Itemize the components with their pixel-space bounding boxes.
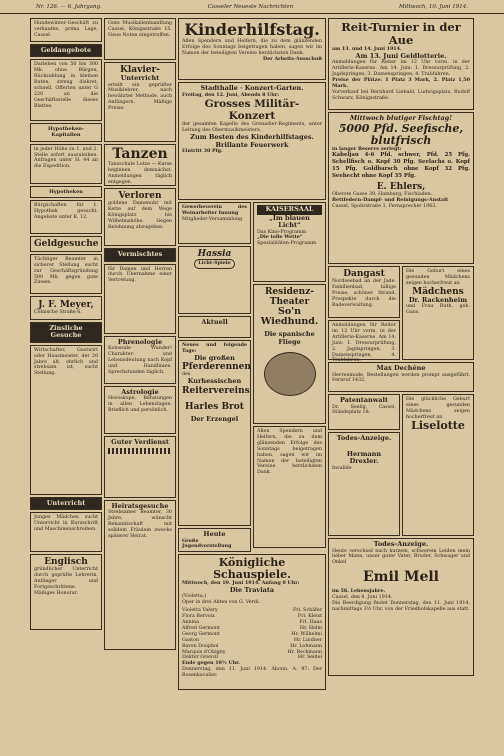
- subcolumn-right: [402, 266, 474, 362]
- cast-actor: Hr. Lohmann: [290, 643, 322, 649]
- section-heading: Hypotheken-Kapitalien: [30, 123, 102, 141]
- cast-actor: Frl. Schäfer: [292, 608, 322, 614]
- kaisersaal-bet: „Die tolle Wette“: [257, 234, 303, 241]
- feather-cleaning: Bettfedern-Dampf- und Reinigungs-Anstalt: [332, 197, 449, 204]
- lost-text: goldene Damenuhr mit Kette auf dem Wege Königsplatz bis Wilhelmshöhe. Gegen Belohnung abzugeben.: [108, 201, 172, 230]
- classified-ad: für Damen und Herren durch Übernahme einer Vertretung.: [104, 264, 176, 334]
- firm-address: Cölnische Straße 6.: [34, 309, 82, 315]
- earnings-heading: Guter Verdienst: [111, 437, 169, 446]
- aktuell-banner: [178, 316, 251, 338]
- divider: [108, 448, 172, 454]
- column-1: [30, 18, 102, 748]
- hassia-name: Hassia: [197, 249, 232, 259]
- royal-theatre-date: Mittwoch, den 10. Juni 1914. Anfang 8 Uhr:: [182, 580, 300, 586]
- cast-role: Georg Germont: [182, 631, 220, 637]
- section-heading: Hypotheken: [30, 186, 102, 198]
- column-2: [104, 18, 176, 748]
- dangast-heading: Dangast: [343, 269, 385, 279]
- race-heading-4: Kurhessischen: [187, 377, 242, 386]
- concert-title: Grosses Militär-Konzert: [204, 98, 300, 123]
- cast-role: Gaston: [182, 637, 200, 643]
- today-heading: Heute: [203, 530, 226, 538]
- stadthalle-name: Stadthalle: [200, 84, 238, 92]
- row-events: [178, 202, 326, 554]
- hassia-badge: Licht-Spiele: [194, 259, 234, 269]
- classified-ad: Wirtschafter, Gastwirt oder Hausmeister, der 20 Jahre alt, ehrlich und strebsam ist, sucht Stellung.: [30, 345, 102, 495]
- subcolumn-left: [178, 202, 251, 554]
- phrenology-ad: [104, 336, 176, 384]
- issue-number: Nr. 126. — 6. Jahrgang.: [36, 3, 102, 10]
- race-heading-2: Pferderennen: [182, 362, 251, 373]
- concert-date: Freitag, den 12. Juni, Abends 8 Uhr:: [182, 91, 280, 98]
- cast-role: Alfred Germont: [182, 625, 220, 631]
- residenz-theater-ad: [253, 284, 326, 424]
- section-heading: Geldangebote: [30, 44, 102, 58]
- firm-ad: [30, 296, 102, 320]
- fish-day-heading: Mittwoch blutiger Fischtag!: [349, 114, 453, 122]
- patent-address: Dr. Seelig, Cassel, Ständeplatz 18.: [332, 404, 396, 416]
- residenz-heading: Residenz-Theater: [264, 287, 315, 307]
- piano-text: erteilt ein geprüfter Musiklehrer, nach bewährter Methode, auch Anfängern. Mäßige Preise.: [108, 82, 172, 112]
- birth-text: Die Geburt eines gesunden Mädchens zeigen hocherfreut an: [406, 269, 470, 286]
- guild-heading: Gewerbeverein des Weinarbeiter Innung: [182, 204, 247, 216]
- feather-address: Cassel, Spohrstraße 1, Fernsprecher 1963.: [332, 204, 437, 210]
- kaisersaal-cinema: Das Kino-Programm: [257, 229, 307, 235]
- english-ad: [30, 554, 102, 630]
- section-heading: Unterricht: [30, 497, 102, 511]
- liselotte-text: Die glückliche Geburt eines gesunden Mädchens zeigen hocherfreut an: [406, 397, 470, 420]
- fish-market-ad: [328, 112, 474, 264]
- marriage-ad: [104, 500, 176, 650]
- piano-heading: Klavier-: [120, 65, 160, 75]
- deceased-age: im 56. Lebensjahre.: [332, 588, 386, 595]
- piano-lesson-ad: [104, 62, 176, 142]
- liselotte-announcement: [402, 394, 474, 536]
- row-announcements: [328, 394, 474, 538]
- column-3: [178, 18, 326, 748]
- fireworks: Brillante Feuerwerk: [215, 140, 289, 149]
- opera-subtitle: (Violetta.): [182, 594, 207, 600]
- cast-role: Flora Bervoix: [182, 614, 215, 620]
- death-notice-2-heading: Todes-Anzeige.: [373, 540, 429, 548]
- tournament-heading: Reit-Turnier in der Aue: [341, 20, 461, 47]
- astrology-ad: [104, 386, 176, 434]
- dance-text: Tanzschule Lotze — Kurse beginnen demnächst. Anmeldungen täglich entgegen.: [108, 162, 172, 185]
- kaisersaal-heading: KAISERSAAL: [257, 205, 322, 215]
- horse-race-ad: [178, 340, 251, 526]
- astrology-heading: Astrologie: [121, 387, 159, 396]
- stadthalle-concert-ad: Stadthalle · Konzert-Garten. Freitag, den 12. Juni, Abends 8 Uhr: Grosses Militär-Konzert der gesamten Kapelle des Grenadier-Regiments, unter Leitung des Obermusikmeisters. Zum Besten des Kinderhilfstages. Brillante Feuerwerk Eintritt 30 Pfg.: [178, 82, 326, 200]
- dance-heading: Tanzen: [112, 146, 168, 162]
- aktuell-heading: Aktuell: [201, 318, 228, 326]
- classified-ad: Junges Mädchen sucht Unterricht in Kurzschrift und Maschinenschreiben.: [30, 512, 102, 552]
- kinderhilfstag-heading: Kinderhilfstag.: [184, 20, 320, 39]
- tournament-prices: Preise der Plätze: 1 Platz 3 Mark, 2. Platz 1,50 Mark.: [332, 77, 470, 90]
- portrait-image: [264, 352, 316, 396]
- english-text: gründlicher Unterricht durch geprüfte Lehrerin, Anfänger und Fortgeschrittene. Mäßiges Honorar.: [34, 567, 98, 596]
- phrenology-heading: Phrenologie: [117, 337, 163, 346]
- birth-parents-sub: und Frau Ruth, geb. Gans.: [406, 304, 470, 316]
- phrenology-text: Kolossale Wunder! Charakter- und Lebensdeutung nach Kopf und Handlinien. Sprechstunden täglich.: [108, 346, 172, 375]
- classified-ad: Tüchtiger Beamter in sicherer Stellung sucht zur Geschäftsgründung 500 Mk. gegen gute Zinsen.: [30, 254, 102, 294]
- death-notice-2: [328, 538, 474, 676]
- cast-actor: Hr. Beckmann: [287, 649, 322, 655]
- guild-meeting: Mitglieder-Versammlung: [182, 216, 243, 222]
- marriage-text: Strebsamer Beamter, 30 Jahre, wünscht Bekanntschaft mit solidem Fräulein zwecks späterer Heirat.: [108, 510, 172, 539]
- cast-role: Annina: [182, 620, 200, 626]
- classified-ad: Darlehen von 50 bis 300 Mk. ohne Bürgen, Rückzahlung in kleinen Raten, streng diskret, schnell. Offerten unter G 220 an die Geschäftsstelle dieses Blattes.: [30, 59, 102, 121]
- fish-quantity: 5000 Pfd. Seefische, blutfrisch: [338, 121, 464, 147]
- kinderhilfstag-ad: [178, 18, 326, 80]
- row-ads: [328, 266, 474, 362]
- next-show: Donnerstag, den 11. Juni 1914. Abonn. A. 97: Der Rosenkavalier.: [182, 667, 322, 679]
- subcolumn-left: [328, 394, 400, 538]
- fish-subheading: in langer Reserve zerlegt:: [332, 145, 402, 152]
- cast-actor: Frl. Kleist: [297, 614, 322, 620]
- fish-prices: Kabeljau 4-6 Pfd. schwer, Pfd. 25 Pfg. Schellfisch o. Kopf 30 Pfg. Seelachs o. Kopf 15 Pfg. Goldbarsch ohne Kopf 32 Pfg. Seehecht ohne Kopf 35 Pfg.: [332, 152, 470, 180]
- cast-role: Doktor Grenvil: [182, 655, 219, 661]
- death-date: Cassel, den 8. Juni 1914.: [332, 595, 393, 601]
- tournament-lottery: Am 13. Juni Geldlotterie.: [355, 51, 447, 60]
- classified-ad: Gute Musikalienhandlung Cassel, Königsstraße 15. Neue Noten eingetroffen.: [104, 18, 176, 60]
- birth-heading: Mädchens: [412, 286, 464, 297]
- classified-ad: Bürgschaften für 1. Hypothek gesucht. Angebote unter K. 12.: [30, 200, 102, 234]
- column-4: [328, 18, 474, 748]
- film-title-2: Der Erzengel: [190, 414, 239, 423]
- riding-tournament-ad: [328, 18, 474, 110]
- concert-text: der gesamten Kapelle des Grenadier-Regiments, unter Leitung des Obermusikmeisters.: [182, 122, 322, 134]
- dechene-text: Herrenmode, Bestellungen werden prompt ausgeführt. Fernruf 1432.: [332, 372, 470, 384]
- astrology-text: Horoskope, Beratungen in allen Lebenslagen. Brieflich und persönlich.: [108, 396, 172, 413]
- death-notice-heading: Todes-Anzeige.: [336, 434, 392, 442]
- cast-actor: Hr. Seidel: [297, 655, 322, 661]
- dechene-ad: [328, 362, 474, 392]
- race-heading-5: Reitervereins: [182, 385, 250, 396]
- marriage-heading: Heiratsgesuche: [111, 501, 169, 510]
- dechene-heading: Max Dechêne: [376, 364, 426, 372]
- section-heading: Zinsliche Gesuche: [30, 322, 102, 343]
- cast-actor: Hr. Helm: [299, 625, 322, 631]
- opera-title: Die Traviata: [229, 585, 275, 594]
- kinderhilfstag-text: Allen Spendern und Helfern, die zu dem glänzenden Erfolge des Sonntags beigetragen haben, sagen wir im Namen der beteiligten Vereine herzlichsten Dank.: [182, 39, 322, 56]
- death-notice-name: Hermann Drexler.: [346, 449, 382, 465]
- residenz-play-1: So'n Wiedhund.: [260, 306, 319, 327]
- race-heading-3: des: [182, 372, 191, 378]
- youth-show: Große Jugendvorstellung: [182, 537, 232, 550]
- tournament-presale: Vorverkauf bei Bernhard Liebald, Ludwigsplatz, Rudolf Schwarz, Königsstraße.: [332, 89, 470, 101]
- birth-parents: Dr. Rackenheim: [408, 295, 468, 304]
- race-heading-1: Die großen: [194, 353, 235, 362]
- cast-list: [182, 608, 322, 661]
- concert-benefit: Zum Besten des Kinderhilfstages.: [190, 133, 314, 142]
- lost-ad: [104, 188, 176, 246]
- royal-theatre-heading: Königliche Schauspiele.: [213, 556, 291, 581]
- race-date: Neues und folgende Tage:: [182, 342, 247, 354]
- funeral-info: Die Beerdigung findet Donnerstag, den 11. Juni 1914, nachmittags 3½ Uhr, von der Friedhofskapelle aus statt.: [332, 601, 470, 612]
- concert-garden: Konzert-Garten.: [244, 84, 304, 92]
- fish-seller: E. Ehlers,: [376, 182, 426, 193]
- dangast-text: Nordseebad an der Jade. Familienbad, billige Preise, schöner Strand. Prospekte durch die Badeverwaltung.: [332, 279, 396, 308]
- kaisersaal-show: „Im blauen Licht“: [269, 213, 310, 229]
- cast-actor: Hr. Wilhelmi: [291, 631, 322, 637]
- opera-description: Oper in drei Akten von G. Verdi.: [182, 600, 261, 606]
- residenz-play-2: Die spanische Fliege: [264, 330, 315, 346]
- classified-ad: in jeder Höhe zu 1. und 2. Stelle sofort auszuleihen. Anfragen unter H. 44 an die Expedition.: [30, 144, 102, 184]
- tournament-dates: am 13. und 14. Juni 1914.: [332, 46, 402, 52]
- paper-title: Casseler Neueste Nachrichten: [207, 3, 294, 10]
- english-heading: Englisch: [44, 557, 88, 568]
- film-title: Harles Brot: [185, 401, 244, 412]
- today-ad: [178, 528, 251, 552]
- dangast-ad: [328, 266, 400, 318]
- firm-name: J. F. Meyer,: [38, 299, 94, 310]
- fish-seller-address: Oberste Gasse 39, Hamburg, Fischladen.: [332, 192, 433, 198]
- death-notice-role: Invalide: [332, 465, 352, 471]
- piano-subheading: Unterricht: [120, 74, 160, 82]
- cast-role: Baron Douphol: [182, 643, 219, 649]
- dance-ad: [104, 144, 176, 186]
- kaisersaal-spec: Spezialitäten-Programm: [257, 241, 317, 247]
- notice: Hundewinter-Geschäft zu verkaufen, prima Lage, Cassel.: [30, 18, 102, 42]
- patent-heading: Patentanwalt: [339, 396, 388, 404]
- classified-ad: Allen Spendern und Helfern, die zu dem glänzenden Erfolge des Sonntags beigetragen haben, sagen wir im Namen der beteiligten Vereine herzlichsten Dank.: [253, 426, 326, 548]
- admission: Eintritt 30 Pfg.: [182, 148, 223, 155]
- death-notice-2-text: Heute verschied nach kurzem, schwerem Leiden mein lieber Mann, unser guter Vater, Bruder, Schwager und Onkel: [332, 548, 470, 566]
- subcolumn-left: [328, 266, 400, 362]
- lost-heading: Verloren: [118, 191, 162, 201]
- kinderhilfstag-signature: Der Arbeits-Ausschuß: [263, 55, 322, 62]
- cast-actor: Hr. Lindner: [293, 637, 322, 643]
- opera-end: Ende gegen 10½ Uhr.: [182, 660, 240, 667]
- earnings-ad: [104, 436, 176, 498]
- cast-role: Violetta Valery: [182, 608, 218, 614]
- tournament-text: Anmeldungen für Reiter im 12 Uhr vorm. in der Artillerie-Kaserne. Am 14. Juni: 1. Dressurprüfung, 2. Jagdspringen, 3. Damenspringen, 4. Trabfahren.: [332, 60, 470, 78]
- royal-theatre-ad: [178, 554, 326, 690]
- birth-announcement: [402, 266, 474, 360]
- page-header: [0, 0, 504, 14]
- hassia-cinema-ad: [178, 246, 251, 314]
- classified-ad: Anmeldungen für Reiter im 12 Uhr vorm. in der Artillerie-Kaserne. Am 14. Juni: 1. Dressurprüfung, 2. Jagdspringen, 3. Damenspringen, 4. Trabfahren.: [328, 320, 400, 360]
- subcolumn-right: [253, 202, 326, 554]
- cast-role: Marquis d'Obigny: [182, 649, 226, 655]
- cast-actor: Frl. Haas: [299, 620, 322, 626]
- kaisersaal-ad: [253, 202, 326, 282]
- guild-ad: [178, 202, 251, 244]
- subcolumn-right: [402, 394, 474, 538]
- liselotte-heading: Liselotte: [411, 418, 465, 432]
- issue-date: Mittwoch, 10. Juni 1914.: [398, 3, 468, 10]
- deceased-name: Emil Mell: [362, 569, 440, 586]
- section-heading: Geldgesuche: [30, 236, 102, 252]
- patent-attorney-ad: [328, 394, 400, 430]
- section-heading: Vermischtes: [104, 248, 176, 262]
- death-notice-1: [328, 432, 400, 536]
